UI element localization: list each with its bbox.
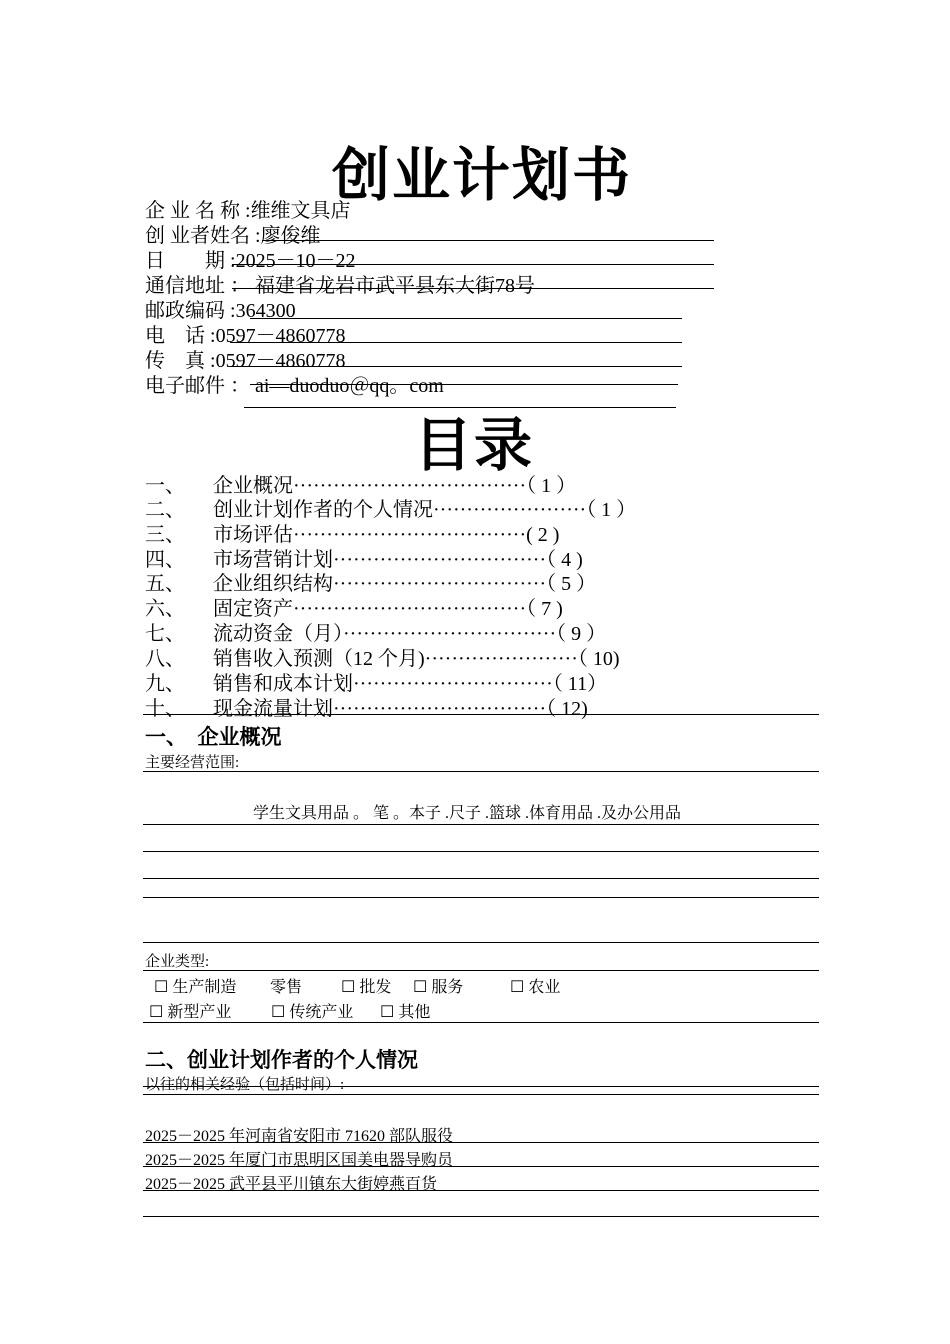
info-sep: :	[250, 225, 261, 247]
toc-page: ( 2 )	[526, 524, 560, 546]
type-option-manufacturing[interactable]: ☐ 生产制造	[154, 979, 237, 996]
info-sep: :	[240, 200, 251, 222]
info-value: 福建省龙岩市武平县东大街78号	[255, 275, 535, 297]
form-line	[143, 878, 819, 879]
info-sep: ：	[225, 275, 250, 297]
info-line	[230, 342, 682, 343]
info-label: 通信地址	[145, 275, 225, 297]
toc-text: 创业计划作者的个人情况	[213, 499, 433, 521]
experience-item: 2025－2025 武平县平川镇东大街婷燕百货	[145, 1176, 438, 1193]
toc-dots: ···································	[293, 524, 527, 546]
toc-dots: ···································	[293, 598, 527, 620]
toc-dots: ···································	[293, 475, 527, 497]
toc-text: 流动资金（月）	[213, 623, 343, 645]
toc-dots: ································	[343, 623, 557, 645]
form-line	[143, 824, 819, 825]
toc-item[interactable]	[145, 572, 596, 596]
toc-dots: ································	[333, 549, 547, 571]
toc-num: 十、	[145, 698, 185, 720]
toc-text: 销售收入预测（12 个月)	[213, 648, 425, 670]
toc-num: 三、	[145, 524, 185, 546]
info-line	[232, 264, 714, 265]
toc-num: 二、	[145, 499, 185, 521]
form-line	[143, 1216, 819, 1217]
type-option-traditional[interactable]: ☐ 传统产业	[271, 1004, 354, 1021]
info-sep: :	[205, 350, 216, 372]
toc-page: （ 1 ）	[526, 475, 577, 497]
toc-num: 六、	[145, 598, 185, 620]
toc-num: 五、	[145, 573, 185, 595]
info-label: 创 业者姓名	[145, 225, 250, 247]
info-sep: ：	[225, 375, 250, 397]
type-option-new-industry[interactable]: ☐ 新型产业	[149, 1004, 232, 1021]
info-row-address	[145, 274, 535, 298]
info-row-author	[145, 224, 321, 248]
info-label: 电 话	[145, 325, 205, 347]
scope-label: 主要经营范围:	[145, 755, 240, 771]
info-sep: :	[225, 250, 236, 272]
toc-num: 一、	[145, 475, 185, 497]
toc-page: （ 12)	[546, 698, 588, 720]
form-line	[143, 1022, 819, 1023]
toc-text: 企业概况	[213, 475, 293, 497]
toc-item[interactable]	[145, 548, 583, 572]
form-line	[143, 1086, 819, 1087]
type-option-agriculture[interactable]: ☐ 农业	[510, 979, 561, 996]
document-title: 创业计划书	[332, 143, 633, 208]
info-value: ai—duoduo＠qq。com	[255, 375, 444, 397]
info-line	[230, 366, 682, 367]
toc-dots: ·······················	[433, 499, 587, 521]
toc-num: 九、	[145, 673, 185, 695]
info-row-email	[145, 374, 444, 398]
section2-heading: 二、创业计划作者的个人情况	[145, 1048, 418, 1072]
toc-item[interactable]	[145, 498, 636, 522]
type-label: 企业类型:	[145, 954, 210, 970]
info-sep: :	[225, 300, 236, 322]
form-line	[143, 1094, 819, 1095]
info-label: 传 真	[145, 350, 205, 372]
toc-num: 四、	[145, 549, 185, 571]
experience-label: 以往的相关经验（包括时间）:	[145, 1077, 345, 1093]
info-row-company	[145, 199, 351, 223]
form-line	[143, 1166, 819, 1167]
toc-page: （ 7 )	[526, 598, 563, 620]
type-option-other[interactable]: ☐ 其他	[380, 1004, 431, 1021]
info-value: 2025－10－22	[235, 250, 356, 272]
form-line	[143, 1190, 819, 1191]
info-label: 企 业 名 称	[145, 200, 240, 222]
toc-page: （ 10)	[577, 648, 620, 670]
toc-num: 八、	[145, 648, 185, 670]
info-row-fax	[145, 349, 346, 373]
toc-text: 销售和成本计划	[213, 673, 353, 695]
toc-item[interactable]	[145, 697, 588, 721]
form-line	[143, 1142, 819, 1143]
experience-item: 2025－2025 年厦门市思明区国美电器导购员	[145, 1152, 454, 1169]
info-value: 0597－4860778	[215, 350, 346, 372]
toc-text: 企业组织结构	[213, 573, 333, 595]
info-line	[250, 318, 682, 319]
toc-text: 市场评估	[213, 524, 293, 546]
type-option-service[interactable]: ☐ 服务	[413, 979, 464, 996]
info-line	[250, 384, 678, 385]
toc-page: （ 11）	[552, 673, 608, 695]
toc-dots: ································	[333, 573, 547, 595]
toc-page: （ 9 ）	[556, 623, 607, 645]
toc-text: 市场营销计划	[213, 549, 333, 571]
toc-page: （ 1 ）	[586, 499, 637, 521]
toc-dots: ······························	[353, 673, 553, 695]
section1-heading: 一、 企业概况	[145, 725, 282, 749]
info-value: 廖俊维	[260, 225, 321, 247]
info-value: 0597－4860778	[215, 325, 346, 347]
section-rule	[143, 714, 819, 715]
toc-page: （ 5 ）	[546, 573, 597, 595]
toc-page: （ 4 )	[546, 549, 583, 571]
experience-item: 2025－2025 年河南省安阳市 71620 部队服役	[145, 1128, 454, 1145]
info-label: 电子邮件	[145, 375, 225, 397]
info-row-postcode	[145, 299, 296, 323]
toc-item[interactable]	[145, 474, 576, 498]
form-line	[143, 942, 819, 943]
toc-num: 七、	[145, 623, 185, 645]
type-option-wholesale[interactable]: ☐ 批发	[341, 979, 392, 996]
toc-item[interactable]	[145, 622, 606, 646]
toc-text: 现金流量计划	[213, 698, 333, 720]
info-row-date	[145, 249, 356, 273]
info-sep: :	[205, 325, 216, 347]
info-line	[232, 288, 714, 289]
toc-item[interactable]	[145, 647, 620, 671]
toc-dots: ································	[333, 698, 547, 720]
type-option-retail[interactable]: 零售	[270, 979, 303, 996]
info-label: 日 期	[145, 250, 225, 272]
info-line	[262, 240, 714, 241]
form-line	[143, 771, 819, 772]
form-line	[143, 970, 819, 971]
toc-dots: ·······················	[424, 648, 578, 670]
toc-title: 目录	[414, 413, 535, 478]
toc-item[interactable]	[145, 672, 607, 696]
toc-item[interactable]	[145, 523, 559, 547]
scope-text: 学生文具用品 。 笔 。本子 .尺子 .篮球 .体育用品 .及办公用品	[253, 805, 682, 822]
toc-text: 固定资产	[213, 598, 293, 620]
info-row-phone	[145, 324, 346, 348]
form-line	[143, 897, 819, 898]
form-line	[143, 851, 819, 852]
info-value: 维维文具店	[250, 200, 351, 222]
info-label: 邮政编码	[145, 300, 225, 322]
toc-item[interactable]	[145, 597, 563, 621]
info-value: 364300	[235, 300, 296, 322]
